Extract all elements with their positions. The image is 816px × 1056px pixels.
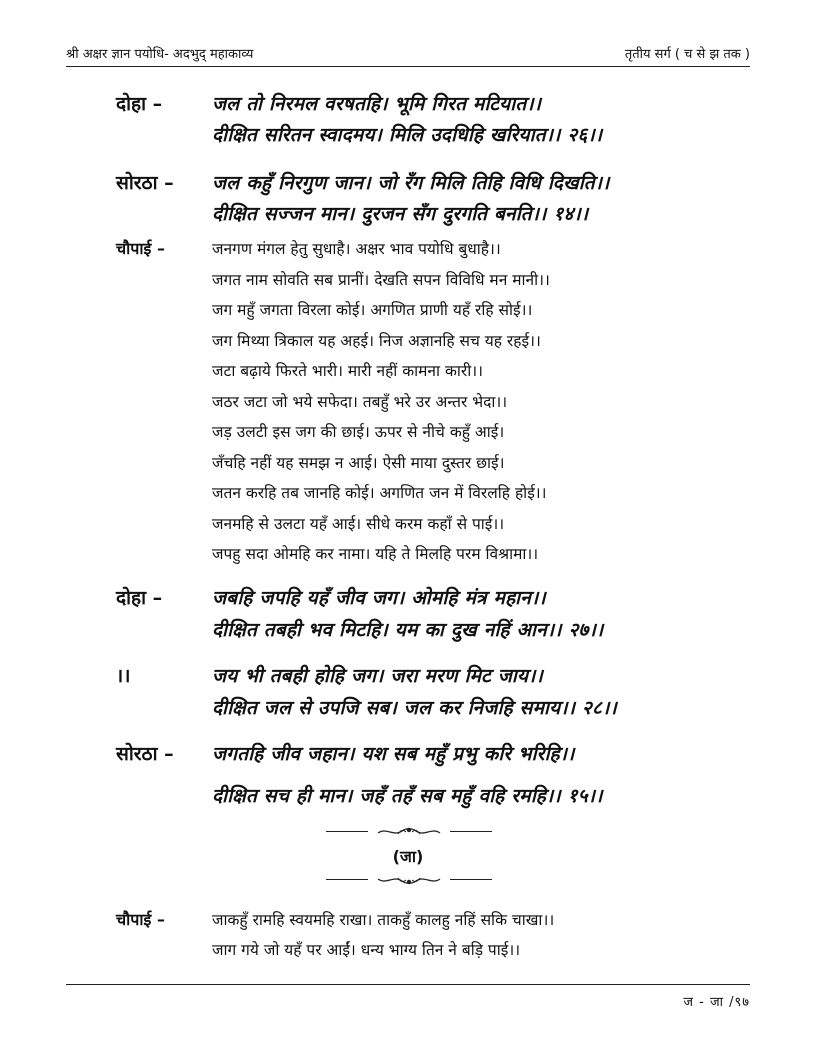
- chaupai-line: जठर जटा जो भये सफेदा। तबहुँ भरे उर अन्तर भेदा।।: [212, 392, 508, 411]
- verse-label: चौपाई –: [116, 910, 165, 929]
- verse-line: जल तो निरमल वरषतहि। भूमि गिरत मटियात।।: [212, 93, 542, 115]
- chaupai-line: जग मिथ्या त्रिकाल यह अहई। निज अज्ञानहि सच यह रहई।।: [212, 331, 541, 350]
- ornament-divider-bottom: [326, 873, 492, 887]
- header-rule: [66, 66, 750, 67]
- page-number: ज - जा /९७: [683, 995, 750, 1010]
- verse-label: ।।: [116, 665, 131, 687]
- chaupai-line: जगत नाम सोवति सब प्रानीं। देखति सपन विविधि मन मानी।।: [212, 270, 550, 289]
- chaupai-line: जड़ उलटी इस जग की छाई। ऊपर से नीचे कहुँ आई।: [212, 423, 505, 441]
- section-title: (जा): [392, 847, 424, 866]
- verse-line: दीक्षित जल से उपजि सब। जल कर निजहि समाय।। २८।।: [212, 697, 617, 719]
- verse-label: दोहा –: [116, 93, 163, 115]
- flourish-icon: [376, 873, 442, 887]
- verse-label: सोरठा –: [116, 172, 174, 194]
- verse-label: चौपाई –: [116, 239, 165, 258]
- footer-rule: [66, 984, 750, 985]
- verse-line: दीक्षित सज्जन मान। दुरजन सँग दुरगति बनति।। १४।।: [212, 203, 589, 225]
- verse-label: दोहा –: [116, 587, 163, 609]
- chaupai-line: जाकहुँ रामहि स्वयमहि राखा। ताकहुँ कालहु नहिं सकि चाखा।।: [212, 911, 555, 929]
- chaupai-line: जतन करहि तब जानहि कोई। अगणित जन में विरलहि होई।।: [212, 484, 547, 502]
- verse-line: जबहि जपहि यहँ जीव जग। ओमहि मंत्र महान।।: [212, 587, 546, 609]
- verse-line: जगतहि जीव जहान। यश सब महुँ प्रभु करि भरिहि।।: [212, 743, 575, 765]
- verse-line: जय भी तबही होहि जग। जरा मरण मिट जाय।।: [212, 665, 543, 687]
- verse-line: दीक्षित तबही भव मिटहि। यम का दुख नहिं आन।। २७।।: [212, 619, 604, 641]
- verse-line: दीक्षित सच ही मान। जहँ तहँ सब महुँ वहि रमहि।। १५।।: [212, 785, 603, 807]
- chaupai-line: जनगण मंगल हेतु सुधाहै। अक्षर भाव पयोधि बुधाहै।।: [212, 240, 501, 258]
- running-header-chapter: तृतीय सर्ग ( च से झ तक ): [624, 47, 750, 62]
- chaupai-line: जग महुँ जगता विरला कोई। अगणित प्राणी यहँ रहि सोई।।: [212, 301, 533, 319]
- chaupai-line: जटा बढ़ाये फिरते भारी। मारी नहीं कामना कारी।।: [212, 362, 483, 380]
- verse-line: जल कहुँ निरगुण जान। जो रँग मिलि तिहि विधि दिखति।।: [212, 172, 610, 194]
- chaupai-line: जपहु सदा ओमहि कर नामा। यहि ते मिलहि परम विश्रामा।।: [212, 545, 539, 563]
- verse-label: सोरठा –: [116, 743, 174, 765]
- chaupai-line: जँचहि नहीं यह समझ न आई। ऐसी माया दुस्तर छाई।: [212, 453, 505, 472]
- chaupai-line: जनमहि से उलटा यहँ आई। सीधे करम कहाँ से पाई।।: [212, 514, 505, 533]
- verse-line: दीक्षित सरितन स्वादमय। मिलि उदधिहि खरियात।। २६।।: [212, 124, 603, 146]
- chaupai-line: जाग गये जो यहँ पर आईं। धन्य भाग्य तिन ने बड़ि पाई।।: [212, 941, 521, 959]
- ornament-divider-top: [326, 825, 492, 839]
- flourish-icon: [376, 825, 442, 839]
- running-header-title: श्री अक्षर ज्ञान पयोधि- अदभुद् महाकाव्य: [66, 47, 254, 62]
